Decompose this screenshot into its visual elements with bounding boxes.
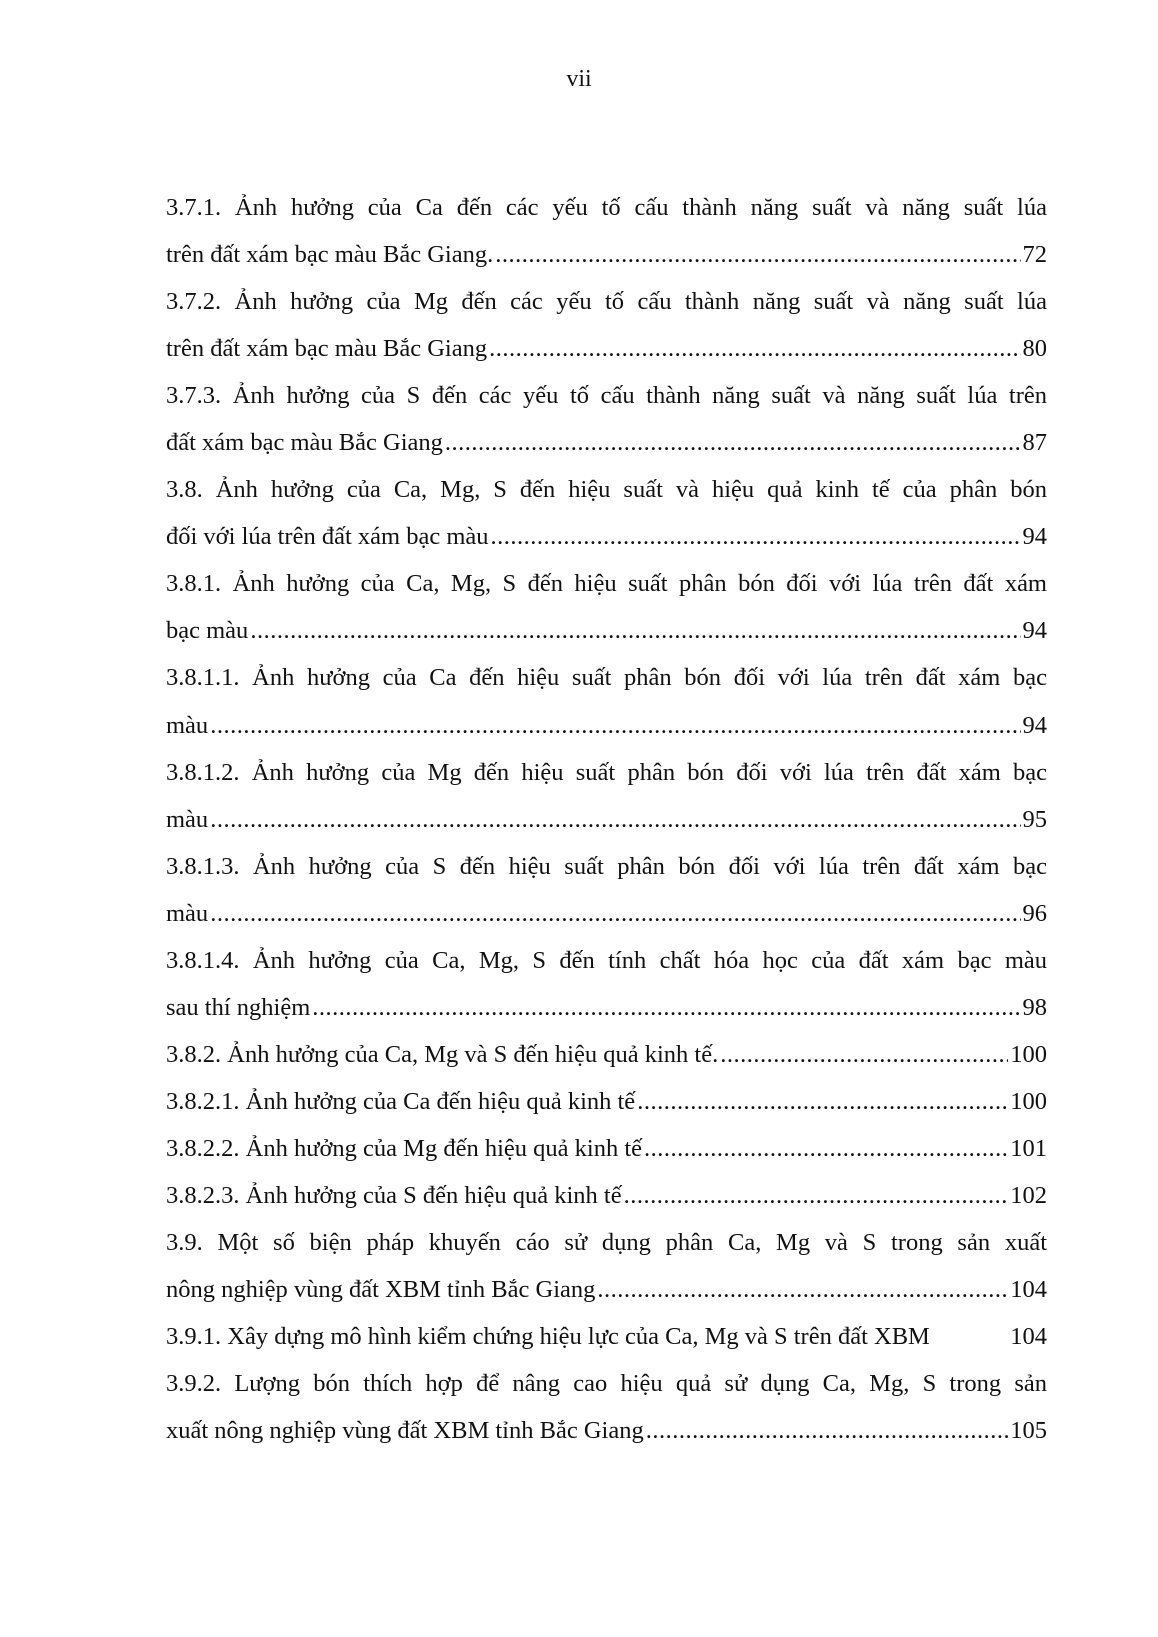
dot-leader (624, 1172, 1009, 1219)
toc-entry-title: 3.8.2.1. Ảnh hưởng của Ca đến hiệu quả kinh tế (166, 1087, 636, 1115)
toc-entry (166, 1125, 1047, 1172)
toc-entry (166, 1360, 1047, 1454)
toc-entry-title: 3.8.2. Ảnh hưởng của Ca, Mg và S đến hiệu quả kinh tế. (166, 1040, 719, 1068)
toc-entry-title: trên đất xám bạc màu Bắc Giang (166, 335, 488, 363)
toc-entry-title: 3.8.1.3. Ảnh hưởng của S đến hiệu suất phân bón đối với lúa trên đất xám bạc (166, 852, 1047, 880)
dot-leader (597, 1266, 1008, 1313)
toc-entry-title: 3.9.1. Xây dựng mô hình kiểm chứng hiệu lực của Ca, Mg và S trên đất XBM (166, 1323, 930, 1351)
toc-entry (166, 1219, 1047, 1313)
toc-entry-page: 80 (1022, 335, 1047, 363)
toc-entry (166, 1172, 1047, 1219)
toc-entry-line (166, 1078, 1047, 1125)
toc-entry-title: đất xám bạc màu Bắc Giang (166, 429, 443, 457)
toc-entry-page: 100 (1010, 1087, 1047, 1115)
table-of-contents (166, 184, 1047, 1454)
toc-entry-page: 104 (1010, 1323, 1047, 1351)
toc-entry-page: 96 (1022, 899, 1047, 927)
toc-entry-title: bạc màu (166, 617, 249, 645)
toc-entry-title: màu (166, 805, 209, 833)
toc-entry-title: 3.8.2.2. Ảnh hưởng của Mg đến hiệu quả kinh tế (166, 1134, 643, 1162)
toc-entry-page: 102 (1010, 1181, 1047, 1209)
toc-entry-page: 104 (1010, 1276, 1047, 1304)
toc-entry (166, 1078, 1047, 1125)
toc-entry (166, 560, 1047, 654)
toc-entry-title: 3.8.1.2. Ảnh hưởng của Mg đến hiệu suất phân bón đối với lúa trên đất xám bạc (166, 758, 1047, 786)
toc-entry-page: 101 (1010, 1134, 1047, 1162)
toc-entry (166, 372, 1047, 466)
toc-entry-title: sau thí nghiệm (166, 993, 311, 1021)
toc-entry-line (166, 702, 1047, 749)
toc-entry-line (166, 1031, 1047, 1078)
toc-entry-title: xuất nông nghiệp vùng đất XBM tỉnh Bắc Giang (166, 1417, 644, 1445)
toc-entry-page: 95 (1022, 805, 1047, 833)
toc-entry-line (166, 513, 1047, 560)
toc-entry-line (166, 1313, 1047, 1360)
toc-entry-title: 3.7.1. Ảnh hưởng của Ca đến các yếu tố cấu thành năng suất và năng suất lúa (166, 194, 1047, 221)
toc-entry (166, 843, 1047, 937)
dot-leader (637, 1078, 1008, 1125)
toc-entry-line (166, 890, 1047, 937)
toc-entry-line (166, 1266, 1047, 1313)
dot-leader (312, 984, 1020, 1031)
dot-leader (445, 419, 1021, 466)
toc-entry (166, 937, 1047, 1031)
toc-entry-page: 100 (1010, 1040, 1047, 1068)
toc-entry (166, 466, 1047, 560)
toc-entry (166, 1313, 1047, 1360)
toc-entry-page: 94 (1022, 711, 1047, 739)
toc-entry (166, 184, 1047, 278)
toc-entry-line (166, 984, 1047, 1031)
dot-leader (250, 607, 1020, 654)
toc-entry (166, 749, 1047, 843)
toc-entry-title: 3.8. Ảnh hưởng của Ca, Mg, S đến hiệu suất và hiệu quả kinh tế của phân bón (166, 476, 1047, 504)
toc-entry-line (166, 1407, 1047, 1454)
toc-entry (166, 1031, 1047, 1078)
dot-leader (495, 231, 1020, 278)
dot-leader (491, 513, 1021, 560)
dot-leader (644, 1125, 1008, 1172)
toc-entry-page: 105 (1010, 1417, 1047, 1445)
toc-entry-title: 3.9. Một số biện pháp khuyến cáo sử dụng phân Ca, Mg và S trong sản xuất (166, 1229, 1047, 1257)
toc-entry-page: 98 (1022, 993, 1047, 1021)
dot-leader (720, 1031, 1008, 1078)
toc-entry-page: 94 (1022, 617, 1047, 645)
toc-entry-title: màu (166, 899, 209, 927)
dot-leader (210, 796, 1020, 843)
toc-entry-title: đối với lúa trên đất xám bạc màu (166, 523, 489, 551)
toc-entry-title: 3.7.2. Ảnh hưởng của Mg đến các yếu tố cấu thành năng suất và năng suất lúa (166, 288, 1047, 316)
toc-entry-line (166, 231, 1047, 278)
page-number: vii (566, 66, 592, 92)
dot-leader (489, 325, 1020, 372)
toc-entry (166, 654, 1047, 748)
toc-entry-title: trên đất xám bạc màu Bắc Giang. (166, 241, 494, 269)
toc-entry-title: 3.7.3. Ảnh hưởng của S đến các yếu tố cấu thành năng suất và năng suất lúa trên (166, 382, 1047, 410)
toc-entry-line (166, 325, 1047, 372)
toc-entry-title: nông nghiệp vùng đất XBM tỉnh Bắc Giang (166, 1276, 596, 1304)
toc-entry-line (166, 796, 1047, 843)
toc-entry-title: 3.8.1. Ảnh hưởng của Ca, Mg, S đến hiệu suất phân bón đối với lúa trên đất xám (166, 570, 1047, 598)
toc-entry-title: màu (166, 711, 209, 739)
toc-entry-page: 94 (1022, 523, 1047, 551)
toc-entry-line (166, 607, 1047, 654)
toc-entry (166, 278, 1047, 372)
toc-entry-line (166, 1125, 1047, 1172)
toc-entry-line (166, 419, 1047, 466)
dot-leader (210, 702, 1020, 749)
toc-entry-line (166, 1172, 1047, 1219)
toc-entry-page: 72 (1022, 241, 1047, 269)
toc-entry-title: 3.8.1.1. Ảnh hưởng của Ca đến hiệu suất phân bón đối với lúa trên đất xám bạc (166, 664, 1047, 692)
dot-leader (210, 890, 1020, 937)
toc-entry-title: 3.8.1.4. Ảnh hưởng của Ca, Mg, S đến tính chất hóa học của đất xám bạc màu (166, 946, 1047, 974)
toc-entry-title: 3.9.2. Lượng bón thích hợp để nâng cao hiệu quả sử dụng Ca, Mg, S trong sản (166, 1370, 1047, 1398)
toc-entry-page: 87 (1022, 429, 1047, 457)
dot-leader (646, 1407, 1009, 1454)
toc-entry-title: 3.8.2.3. Ảnh hưởng của S đến hiệu quả kinh tế (166, 1181, 622, 1209)
